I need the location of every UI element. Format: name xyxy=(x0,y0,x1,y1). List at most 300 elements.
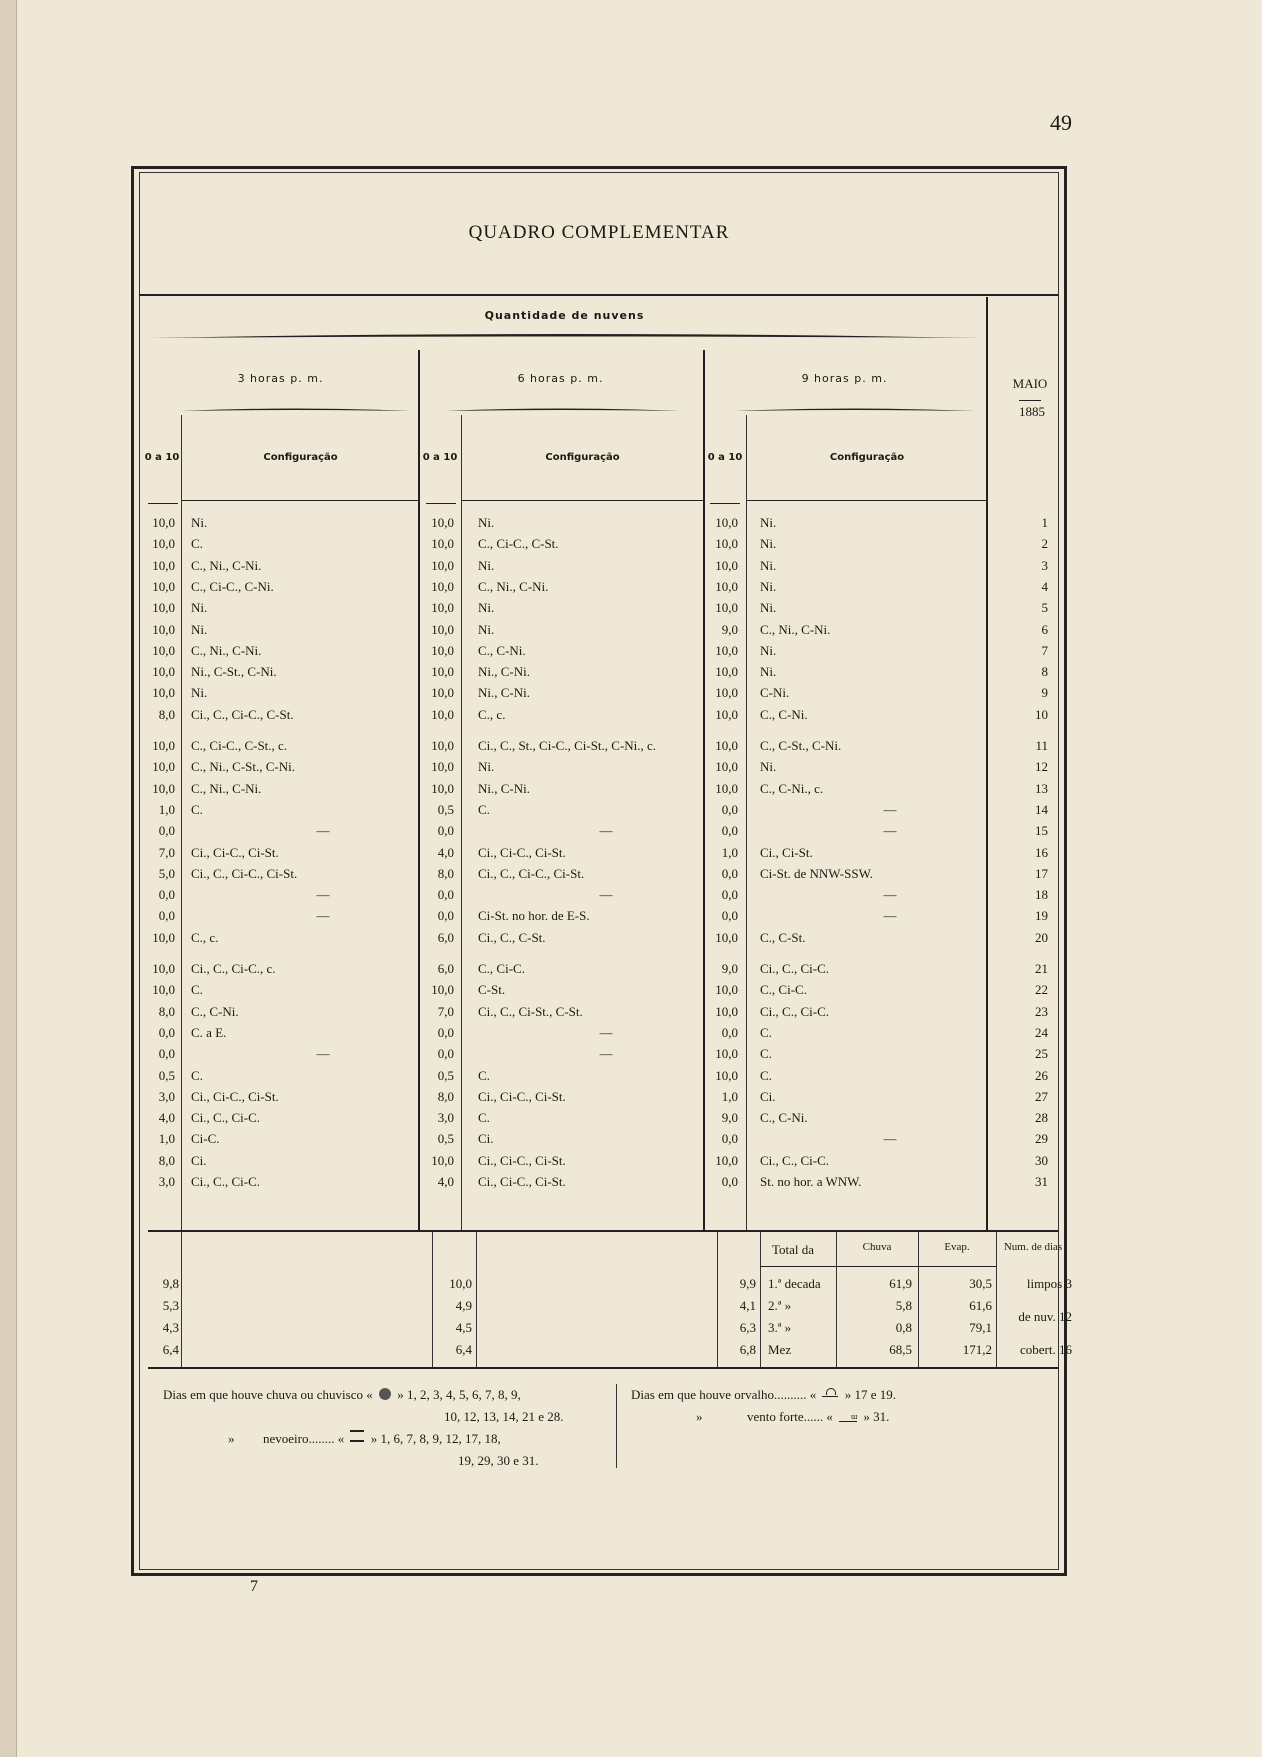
header-rule-v3 xyxy=(148,503,178,504)
cloud-config-9h: C., C-St., C-Ni. xyxy=(760,738,842,753)
cloud-value-9h: 0,0 xyxy=(721,1131,738,1147)
cloud-value-6h: 0,5 xyxy=(437,1131,454,1147)
mean-3h: 4,3 xyxy=(162,1320,179,1335)
hour-6-swell-rule xyxy=(445,405,680,417)
legend-fog-days-cont: 19, 29, 30 e 31. xyxy=(458,1453,539,1468)
day-number: 29 xyxy=(1035,1131,1048,1147)
cloud-config-3h: Ci., C., Ci-C. xyxy=(191,1110,260,1126)
sum-vline-5 xyxy=(760,1232,761,1367)
cloud-value-6h: 10,0 xyxy=(431,706,454,722)
cloud-config-3h: C. xyxy=(191,1067,203,1083)
cloud-value-9h: 10,0 xyxy=(715,515,738,530)
cloud-config-6h: Ci., Ci-C., Ci-St. xyxy=(478,844,566,860)
cloud-config-9h: Ni. xyxy=(760,578,777,594)
cloud-config-9h: — xyxy=(883,908,897,924)
page-title: QUADRO COMPLEMENTAR xyxy=(468,222,730,243)
cloud-value-9h: 10,0 xyxy=(715,557,738,573)
cloud-value-6h: 10,0 xyxy=(431,600,454,616)
cloud-config-3h: C., C-Ni. xyxy=(191,1003,239,1019)
cloud-value-9h: 10,0 xyxy=(715,780,738,796)
cloud-value-9h: 9,0 xyxy=(721,1110,738,1126)
config-head-9: Configuração xyxy=(829,452,905,463)
cloud-value-9h: 0,0 xyxy=(721,887,738,903)
cloud-config-3h: Ni., C-St., C-Ni. xyxy=(191,664,277,680)
cloud-value-3h: 7,0 xyxy=(158,844,175,860)
day-number: 5 xyxy=(1041,600,1048,616)
legend-rain-days: » 1, 2, 3, 4, 5, 6, 7, 8, 9, xyxy=(397,1387,521,1402)
cloud-value-9h: 9,0 xyxy=(721,961,738,976)
evap-value: 171,2 xyxy=(962,1342,992,1357)
hour-6-header: 6 horas p. m. xyxy=(517,372,604,385)
cloud-config-6h: Ci., Ci-C., Ci-St. xyxy=(478,1152,566,1168)
cloud-config-3h: C. xyxy=(191,982,203,998)
cloud-config-9h: — xyxy=(883,823,897,839)
day-number: 1 xyxy=(1041,515,1048,530)
cloud-value-3h: 10,0 xyxy=(152,961,175,976)
cloud-config-6h: C. xyxy=(478,801,490,817)
hour-3-header: 3 horas p. m. xyxy=(237,372,324,385)
cloud-value-6h: 10,0 xyxy=(431,738,454,753)
cloud-config-6h: Ni., C-Ni. xyxy=(478,780,530,796)
cloud-value-6h: 4,0 xyxy=(437,1174,454,1189)
cloud-value-9h: 1,0 xyxy=(721,1088,738,1104)
chuva-value: 5,8 xyxy=(895,1298,912,1313)
legend-wind-days: » 31. xyxy=(863,1409,890,1424)
dew-symbol-icon xyxy=(822,1390,838,1397)
title-rule xyxy=(139,294,1059,296)
cloud-config-6h: C., C-Ni. xyxy=(478,642,526,658)
month-year-header xyxy=(995,376,1065,420)
sum-head-rule xyxy=(760,1266,996,1267)
cloud-config-3h: C., Ni., C-Ni. xyxy=(191,642,262,658)
cloud-value-3h: 3,0 xyxy=(158,1174,175,1189)
year-label: 1885 xyxy=(1019,400,1041,420)
hour-9-swell-rule xyxy=(735,405,975,417)
cloud-value-3h: 10,0 xyxy=(152,600,175,616)
cloud-config-9h: C. xyxy=(760,1046,772,1062)
cloud-config-6h: — xyxy=(599,1046,613,1062)
mean-6h: 10,0 xyxy=(449,1276,472,1291)
legend-rain-label: Dias em que houve chuva ou chuvisco « xyxy=(163,1387,373,1402)
days-overcast: cobert. 16 xyxy=(1020,1342,1072,1357)
cloud-quantity-header: Quantidade de nuvens xyxy=(484,309,645,322)
vline-6 xyxy=(986,297,988,1230)
cloud-config-9h: — xyxy=(883,1131,897,1147)
footer-number: 7 xyxy=(250,1578,258,1595)
mean-3h: 6,4 xyxy=(162,1342,179,1357)
cloud-value-6h: 10,0 xyxy=(431,759,454,775)
cloud-value-3h: 10,0 xyxy=(152,621,175,637)
cloud-value-9h: 10,0 xyxy=(715,1046,738,1062)
header-rule-6 xyxy=(461,500,703,501)
legend-divider xyxy=(616,1384,617,1468)
cloud-value-3h: 10,0 xyxy=(152,578,175,594)
legend-fog-days: » 1, 6, 7, 8, 9, 12, 17, 18, xyxy=(370,1431,501,1446)
cloud-config-6h: Ni. xyxy=(478,600,495,616)
cloud-config-6h: Ci., C., C-St. xyxy=(478,929,546,945)
cloud-config-9h: Ci., C., Ci-C. xyxy=(760,1003,829,1019)
day-number: 14 xyxy=(1035,801,1048,817)
header-rule-3 xyxy=(181,500,418,501)
cloud-config-3h: — xyxy=(316,887,330,903)
day-number: 27 xyxy=(1035,1088,1048,1104)
cloud-value-3h: 8,0 xyxy=(158,1152,175,1168)
cloud-config-3h: Ci., C., Ci-C. xyxy=(191,1174,260,1189)
cloud-config-3h: C. a E. xyxy=(191,1024,227,1040)
cloud-value-6h: 0,0 xyxy=(437,887,454,903)
day-number: 18 xyxy=(1035,887,1048,903)
cloud-config-3h: Ci-C. xyxy=(191,1131,220,1147)
cloud-value-9h: 0,0 xyxy=(721,823,738,839)
cloud-config-9h: C. xyxy=(760,1024,772,1040)
cloud-config-9h: C., C-St. xyxy=(760,929,806,945)
cloud-config-3h: Ci., C., Ci-C., C-St. xyxy=(191,706,294,722)
mean-6h: 4,9 xyxy=(455,1298,472,1313)
day-number: 8 xyxy=(1041,664,1048,680)
cloud-config-3h: C. xyxy=(191,801,203,817)
period-label: 2.ª » xyxy=(768,1298,792,1313)
day-number: 13 xyxy=(1035,780,1048,796)
value-head-3: 0 a 10 xyxy=(144,452,180,463)
cloud-value-9h: 10,0 xyxy=(715,536,738,552)
chuva-value: 0,8 xyxy=(895,1320,912,1335)
cloud-value-9h: 10,0 xyxy=(715,1067,738,1083)
cloud-config-9h: St. no hor. a WNW. xyxy=(760,1174,862,1189)
vline-4 xyxy=(703,350,705,1230)
cloud-value-9h: 10,0 xyxy=(715,642,738,658)
cloud-config-6h: C. xyxy=(478,1110,490,1126)
sum-vline-7 xyxy=(918,1232,919,1367)
cloud-value-9h: 10,0 xyxy=(715,1152,738,1168)
cloud-config-3h: Ni. xyxy=(191,685,208,701)
hour-3-swell-rule xyxy=(180,405,410,417)
cloud-value-9h: 0,0 xyxy=(721,865,738,881)
day-number: 10 xyxy=(1035,706,1048,722)
cloud-config-3h: Ci., Ci-C., Ci-St. xyxy=(191,844,279,860)
day-number: 9 xyxy=(1041,685,1048,701)
page-number: 49 xyxy=(1050,110,1072,135)
cloud-config-6h: Ci., Ci-C., Ci-St. xyxy=(478,1174,566,1189)
cloud-config-6h: Ni. xyxy=(478,515,495,530)
days-cloudy: de nuv. 12 xyxy=(1018,1309,1072,1324)
cloud-value-3h: 10,0 xyxy=(152,759,175,775)
cloud-value-6h: 0,0 xyxy=(437,823,454,839)
cloud-value-3h: 10,0 xyxy=(152,664,175,680)
cloud-config-9h: Ni. xyxy=(760,557,777,573)
day-number: 7 xyxy=(1041,642,1048,658)
cloud-value-6h: 10,0 xyxy=(431,642,454,658)
cloud-config-3h: C. xyxy=(191,536,203,552)
cloud-config-3h: Ni. xyxy=(191,600,208,616)
cloud-config-6h: C., c. xyxy=(478,706,506,722)
period-label: Mez xyxy=(768,1342,792,1357)
vline-3 xyxy=(461,415,462,1230)
day-number: 22 xyxy=(1035,982,1048,998)
cloud-value-6h: 0,0 xyxy=(437,1046,454,1062)
cloud-config-3h: Ci., C., Ci-C., Ci-St. xyxy=(191,865,298,881)
cloud-value-6h: 6,0 xyxy=(437,961,454,976)
cloud-config-6h: Ci-St. no hor. de E-S. xyxy=(478,908,590,924)
cloud-value-3h: 0,0 xyxy=(158,1046,175,1062)
sum-vline-3 xyxy=(476,1232,477,1367)
day-number: 24 xyxy=(1035,1024,1048,1040)
cloud-value-6h: 10,0 xyxy=(431,621,454,637)
cloud-value-3h: 10,0 xyxy=(152,738,175,753)
evap-value: 61,6 xyxy=(969,1298,992,1313)
cloud-value-6h: 10,0 xyxy=(431,982,454,998)
value-head-9: 0 a 10 xyxy=(707,452,743,463)
sum-vline-6 xyxy=(836,1232,837,1367)
cloud-value-3h: 4,0 xyxy=(158,1110,175,1126)
cloud-value-3h: 10,0 xyxy=(152,982,175,998)
cloud-value-6h: 7,0 xyxy=(437,1003,454,1019)
legend-fog-label: nevoeiro........ « xyxy=(263,1431,345,1446)
cloud-value-6h: 8,0 xyxy=(437,865,454,881)
cloud-config-6h: — xyxy=(599,823,613,839)
mean-3h: 9,8 xyxy=(162,1276,179,1291)
evap-value: 79,1 xyxy=(969,1320,992,1335)
cloud-config-6h: Ni. xyxy=(478,759,495,775)
cloud-config-6h: — xyxy=(599,1024,613,1040)
cloud-config-6h: Ni., C-Ni. xyxy=(478,685,530,701)
cloud-value-3h: 3,0 xyxy=(158,1088,175,1104)
cloud-value-9h: 0,0 xyxy=(721,1174,738,1189)
legend-fog xyxy=(228,1428,501,1450)
mean-9h: 6,8 xyxy=(739,1342,756,1357)
cloud-config-9h: Ni. xyxy=(760,759,777,775)
legend-wind xyxy=(696,1406,889,1428)
cloud-value-3h: 0,0 xyxy=(158,887,175,903)
day-number: 23 xyxy=(1035,1003,1048,1019)
cloud-value-6h: 10,0 xyxy=(431,664,454,680)
cloud-value-3h: 8,0 xyxy=(158,1003,175,1019)
cloud-config-9h: C., C-Ni. xyxy=(760,706,808,722)
cloud-config-3h: C., Ni., C-Ni. xyxy=(191,780,262,796)
cloud-value-6h: 10,0 xyxy=(431,780,454,796)
header-rule-v9 xyxy=(710,503,740,504)
cloud-value-3h: 10,0 xyxy=(152,557,175,573)
cloud-value-3h: 10,0 xyxy=(152,780,175,796)
value-head-6: 0 a 10 xyxy=(422,452,458,463)
cloud-config-9h: C., Ni., C-Ni. xyxy=(760,621,831,637)
cloud-config-3h: C., Ci-C., C-Ni. xyxy=(191,578,274,594)
legend-dew xyxy=(631,1384,896,1406)
cloud-value-3h: 0,5 xyxy=(158,1067,175,1083)
cloud-config-6h: Ci. xyxy=(478,1131,494,1147)
cloud-config-9h: Ni. xyxy=(760,600,777,616)
day-number: 17 xyxy=(1035,865,1048,881)
day-number: 15 xyxy=(1035,823,1048,839)
cloud-config-9h: C., Ci-C. xyxy=(760,982,807,998)
chuva-label: Chuva xyxy=(862,1241,892,1253)
summary-bottom-rule xyxy=(148,1367,1059,1369)
cloud-value-6h: 6,0 xyxy=(437,929,454,945)
cloud-config-9h: Ni. xyxy=(760,642,777,658)
cloud-config-6h: C-St. xyxy=(478,982,506,998)
mean-6h: 4,5 xyxy=(455,1320,472,1335)
vline-2 xyxy=(418,350,420,1230)
cloud-value-3h: 10,0 xyxy=(152,515,175,530)
day-number: 19 xyxy=(1035,908,1048,924)
day-number: 26 xyxy=(1035,1067,1048,1083)
cloud-value-6h: 10,0 xyxy=(431,536,454,552)
header-rule-9 xyxy=(746,500,986,501)
cloud-config-9h: — xyxy=(883,801,897,817)
cloud-config-3h: — xyxy=(316,908,330,924)
strong-wind-symbol-icon: ɯ xyxy=(839,1413,857,1422)
month-label: MAIO xyxy=(1012,376,1048,391)
cloud-config-9h: C., C-Ni., c. xyxy=(760,780,824,796)
cloud-value-6h: 10,0 xyxy=(431,515,454,530)
cloud-config-9h: Ci., C., Ci-C. xyxy=(760,961,829,976)
legend-dew-label: Dias em que houve orvalho.......... « xyxy=(631,1387,817,1402)
mean-9h: 6,3 xyxy=(739,1320,756,1335)
legend-rain xyxy=(163,1384,521,1406)
evap-value: 30,5 xyxy=(969,1276,992,1291)
cloud-config-3h: C., c. xyxy=(191,929,219,945)
cloud-value-6h: 0,5 xyxy=(437,801,454,817)
cloud-config-6h: Ci., C., St., Ci-C., Ci-St., C-Ni., c. xyxy=(478,738,657,753)
header-rule-v6 xyxy=(426,503,456,504)
cloud-config-9h: Ci-St. de NNW-SSW. xyxy=(760,865,873,881)
cloud-value-3h: 8,0 xyxy=(158,706,175,722)
cloud-value-6h: 8,0 xyxy=(437,1088,454,1104)
cloud-config-9h: — xyxy=(883,887,897,903)
cloud-value-9h: 10,0 xyxy=(715,929,738,945)
cloud-config-3h: Ci., Ci-C., Ci-St. xyxy=(191,1088,279,1104)
cloud-value-6h: 3,0 xyxy=(437,1110,454,1126)
cloud-config-3h: Ci., C., Ci-C., c. xyxy=(191,961,276,976)
cloud-value-9h: 0,0 xyxy=(721,908,738,924)
chuva-value: 68,5 xyxy=(889,1342,912,1357)
cloud-config-9h: Ci., Ci-St. xyxy=(760,844,813,860)
cloud-config-6h: Ni., C-Ni. xyxy=(478,664,530,680)
cloud-value-3h: 0,0 xyxy=(158,1024,175,1040)
cloud-config-3h: Ni. xyxy=(191,515,208,530)
cloud-value-6h: 10,0 xyxy=(431,557,454,573)
cloud-value-3h: 10,0 xyxy=(152,642,175,658)
cloud-config-6h: C., Ci-C. xyxy=(478,961,525,976)
legend-fog-ditto: » xyxy=(228,1431,235,1446)
cloud-config-9h: Ci. xyxy=(760,1088,776,1104)
cloud-value-9h: 10,0 xyxy=(715,759,738,775)
cloud-value-9h: 10,0 xyxy=(715,685,738,701)
sum-vline-2 xyxy=(432,1232,433,1367)
day-number: 30 xyxy=(1035,1152,1048,1168)
sum-vline-4 xyxy=(717,1232,718,1367)
sum-vline-8 xyxy=(996,1232,997,1367)
legend-wind-ditto: » xyxy=(696,1409,703,1424)
cloud-value-3h: 10,0 xyxy=(152,536,175,552)
cloud-value-6h: 0,5 xyxy=(437,1067,454,1083)
day-number: 11 xyxy=(1035,738,1048,753)
cloud-value-6h: 4,0 xyxy=(437,844,454,860)
cloud-config-3h: Ci. xyxy=(191,1152,207,1168)
cloud-value-9h: 1,0 xyxy=(721,844,738,860)
cloud-value-3h: 1,0 xyxy=(158,1131,175,1147)
cloud-config-6h: Ci., C., Ci-C., Ci-St. xyxy=(478,865,585,881)
mean-9h: 4,1 xyxy=(739,1298,756,1313)
cloud-value-9h: 10,0 xyxy=(715,578,738,594)
cloud-config-6h: Ni. xyxy=(478,621,495,637)
cloud-config-9h: C. xyxy=(760,1067,772,1083)
cloud-value-9h: 0,0 xyxy=(721,1024,738,1040)
vline-1 xyxy=(181,415,182,1230)
cloud-config-6h: Ni. xyxy=(478,557,495,573)
cloud-config-9h: Ni. xyxy=(760,515,777,530)
rain-symbol-icon xyxy=(379,1388,391,1400)
cloud-config-6h: C., Ni., C-Ni. xyxy=(478,578,549,594)
cloud-config-3h: — xyxy=(316,1046,330,1062)
config-head-3: Configuração xyxy=(263,452,338,463)
cloud-value-6h: 10,0 xyxy=(431,685,454,701)
num-dias-label: Num. de dias xyxy=(1003,1241,1063,1253)
config-head-6: Configuração xyxy=(545,452,620,463)
cloud-config-9h: Ci., C., Ci-C. xyxy=(760,1152,829,1168)
cloud-value-9h: 10,0 xyxy=(715,706,738,722)
day-number: 4 xyxy=(1041,578,1048,594)
vline-5 xyxy=(746,415,747,1230)
cloud-value-9h: 10,0 xyxy=(715,664,738,680)
period-label: 1.ª decada xyxy=(768,1276,821,1291)
fog-symbol-icon xyxy=(350,1430,364,1442)
cloud-config-6h: C., Ci-C., C-St. xyxy=(478,536,559,552)
cloud-header-swell-rule xyxy=(150,330,980,344)
days-clear: limpos 3 xyxy=(1026,1276,1072,1291)
cloud-config-9h: C-Ni. xyxy=(760,685,790,701)
cloud-config-6h: Ci., Ci-C., Ci-St. xyxy=(478,1088,566,1104)
mean-9h: 9,9 xyxy=(739,1276,756,1291)
cloud-config-9h: C., C-Ni. xyxy=(760,1110,808,1126)
day-number: 16 xyxy=(1035,844,1048,860)
book-gutter xyxy=(0,0,17,1757)
day-number: 20 xyxy=(1035,929,1048,945)
cloud-value-6h: 0,0 xyxy=(437,908,454,924)
day-number: 31 xyxy=(1035,1174,1048,1189)
cloud-value-3h: 0,0 xyxy=(158,908,175,924)
cloud-value-9h: 0,0 xyxy=(721,801,738,817)
cloud-value-3h: 10,0 xyxy=(152,929,175,945)
cloud-value-6h: 0,0 xyxy=(437,1024,454,1040)
total-label: Total da xyxy=(772,1242,815,1257)
cloud-config-6h: C. xyxy=(478,1067,490,1083)
period-label: 3.ª » xyxy=(768,1320,792,1335)
cloud-config-3h: — xyxy=(316,823,330,839)
cloud-value-9h: 10,0 xyxy=(715,738,738,753)
cloud-value-9h: 10,0 xyxy=(715,600,738,616)
sum-vline-1 xyxy=(181,1232,182,1367)
day-number: 21 xyxy=(1035,961,1048,976)
data-bottom-rule xyxy=(148,1230,1059,1232)
mean-3h: 5,3 xyxy=(162,1298,179,1313)
cloud-config-6h: — xyxy=(599,887,613,903)
legend-wind-label: vento forte...... « xyxy=(747,1409,833,1424)
hour-9-header: 9 horas p. m. xyxy=(801,372,888,385)
day-number: 28 xyxy=(1035,1110,1048,1126)
cloud-value-9h: 9,0 xyxy=(721,621,738,637)
day-number: 25 xyxy=(1035,1046,1048,1062)
cloud-config-3h: C., Ni., C-Ni. xyxy=(191,557,262,573)
day-number: 2 xyxy=(1041,536,1048,552)
cloud-value-6h: 10,0 xyxy=(431,578,454,594)
day-number: 3 xyxy=(1041,557,1048,573)
cloud-value-3h: 0,0 xyxy=(158,823,175,839)
evap-label: Evap. xyxy=(944,1241,970,1253)
day-number: 6 xyxy=(1041,621,1048,637)
day-number: 12 xyxy=(1035,759,1048,775)
cloud-config-9h: Ni. xyxy=(760,664,777,680)
cloud-value-3h: 5,0 xyxy=(158,865,175,881)
